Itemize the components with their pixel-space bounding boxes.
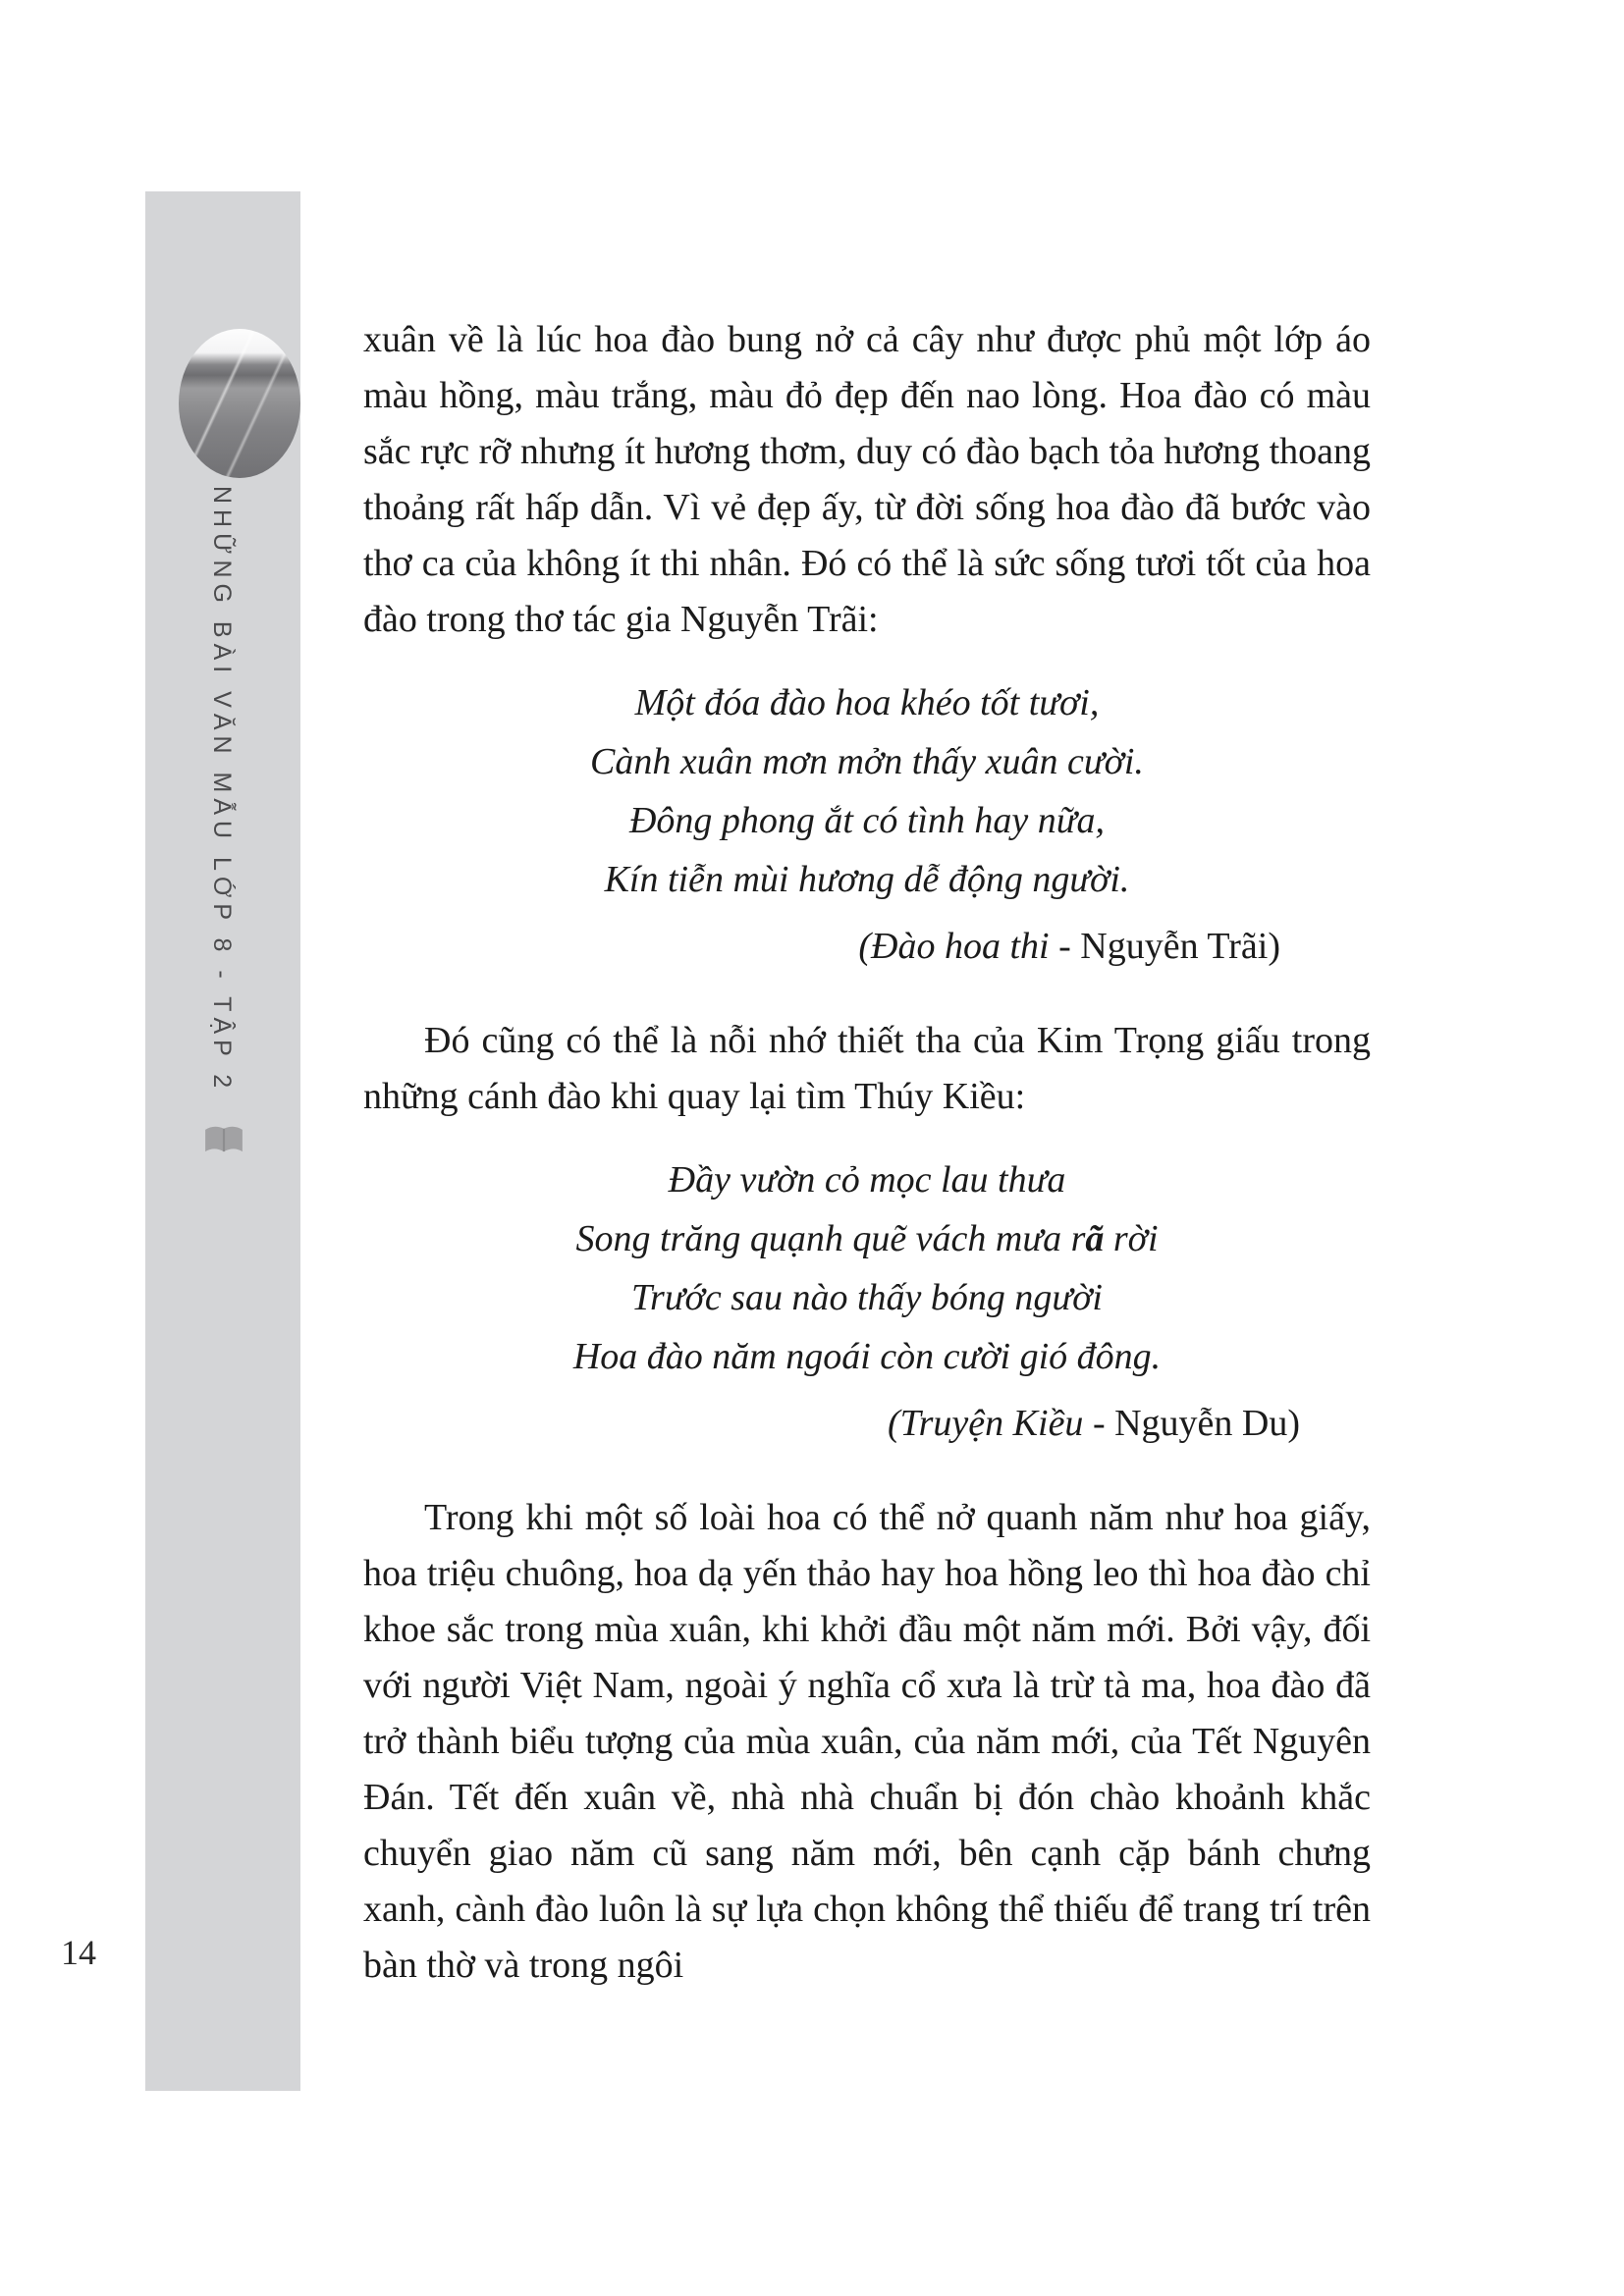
poem-source-title: (Đào hoa thi bbox=[858, 926, 1050, 967]
sidebar-photo bbox=[179, 329, 300, 478]
poem-line-bold-part: ã bbox=[1085, 1218, 1105, 1259]
book-title-vertical: NHỮNG BÀI VĂN MẪU LỚP 8 - TẬP 2 bbox=[208, 486, 236, 1095]
paragraph-intro: xuân về là lúc hoa đào bung nở cả cây như được phủ một lớp áo màu hồng, màu trắng, màu đỏ đẹp đến nao lòng. Hoa đào có màu sắc rực rỡ nhưng ít hương thơm, duy có đào bạch tỏa hương thoang thoảng rất hấp dẫn. Vì vẻ đẹp ấy, từ đời sống hoa đào đã bước vào thơ ca của không ít thi nhân. Đó có thể là sức sống tươi tốt của hoa đào trong thơ tác gia Nguyễn Trãi: bbox=[363, 319, 1371, 640]
poem-dao-hoa-thi bbox=[363, 673, 1371, 909]
paragraph-tet: Trong khi một số loài hoa có thể nở quanh năm như hoa giấy, hoa triệu chuông, hoa dạ yến thảo hay hoa hồng leo thì hoa đào chỉ khoe sắc trong mùa xuân, khi khởi đầu một năm mới. Bởi vậy, đối với người Việt Nam, ngoài ý nghĩa cổ xưa là trừ tà ma, hoa đào đã trở thành biểu tượng của mùa xuân, của năm mới, của Tết Nguyên Đán. Tết đến xuân về, nhà nhà chuẩn bị đón chào khoảnh khắc chuyển giao năm cũ sang năm mới, bên cạnh cặp bánh chưng xanh, cành đào luôn là sự lựa chọn không thể thiếu để trang trí trên bàn thờ và trong ngôi bbox=[363, 1497, 1371, 1986]
poem-line: Trước sau nào thấy bóng người bbox=[631, 1277, 1103, 1318]
poem-line: Kín tiễn mùi hương dễ động người. bbox=[604, 859, 1130, 900]
poem-truyen-kieu bbox=[363, 1150, 1371, 1386]
poem-line-part: Song trăng quạnh quẽ vách mưa r bbox=[575, 1218, 1086, 1259]
poem-author: - Nguyễn Trãi) bbox=[1049, 926, 1280, 967]
poem-line: Một đóa đào hoa khéo tốt tươi, bbox=[634, 682, 1100, 723]
poem-attribution-nguyen-du bbox=[363, 1394, 1371, 1453]
poem-attribution-nguyen-trai bbox=[363, 917, 1371, 976]
poem-line bbox=[363, 1209, 1371, 1268]
poem-line-part: rời bbox=[1104, 1218, 1159, 1259]
book-icon bbox=[204, 1124, 244, 1157]
poem-line: Đông phong ắt có tình hay nữa, bbox=[628, 800, 1106, 841]
poem-source-title: (Truyện Kiều bbox=[887, 1403, 1084, 1444]
spine-strip bbox=[145, 191, 300, 2091]
main-text-column bbox=[363, 312, 1371, 1994]
poem-author: - Nguyễn Du) bbox=[1083, 1403, 1300, 1444]
page-number: 14 bbox=[61, 1933, 96, 1972]
poem-line: Đầy vườn cỏ mọc lau thưa bbox=[668, 1159, 1066, 1201]
poem-line: Hoa đào năm ngoái còn cười gió đông. bbox=[572, 1336, 1162, 1377]
paragraph-kim-trong: Đó cũng có thể là nỗi nhớ thiết tha của Kim Trọng giấu trong những cánh đào khi quay lại tìm Thúy Kiều: bbox=[363, 1020, 1371, 1117]
poem-line: Cành xuân mơn mởn thấy xuân cười. bbox=[590, 741, 1144, 782]
